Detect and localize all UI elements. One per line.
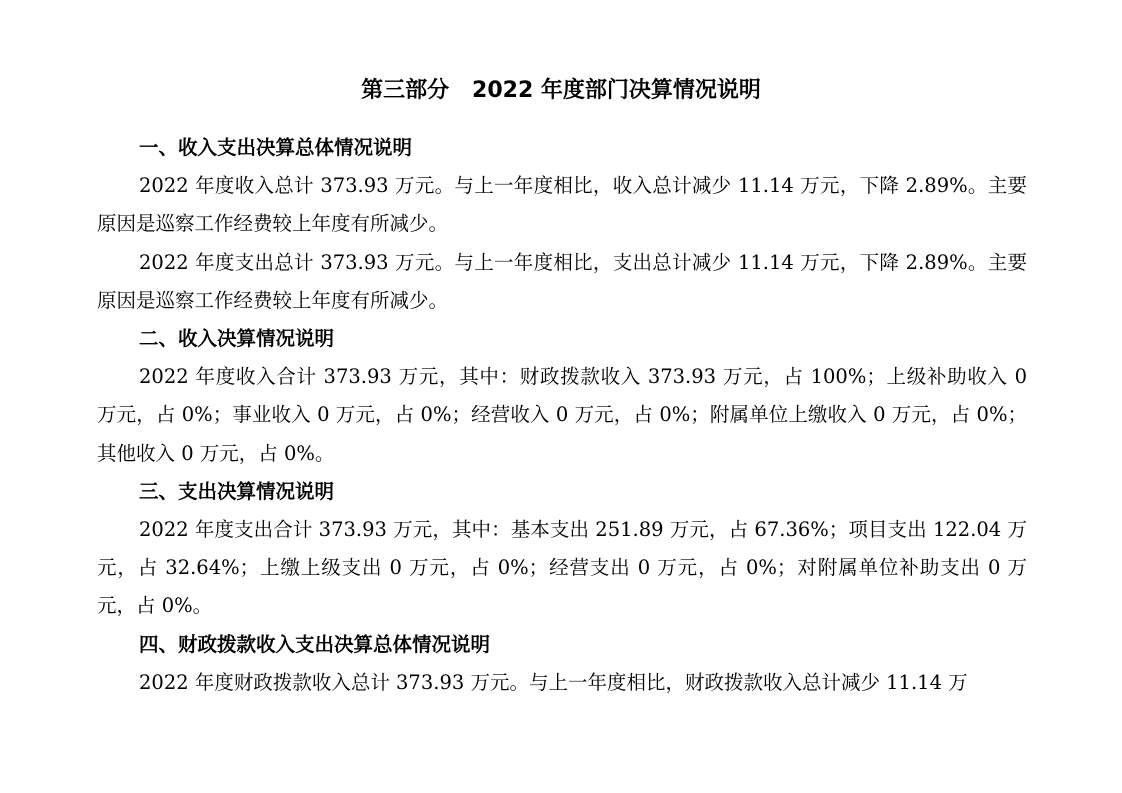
paragraph-income-breakdown: 2022 年度收入合计 373.93 万元，其中：财政拨款收入 373.93 万元，占 100%；上级补助收入 0 万元，占 0%；事业收入 0 万元，占 0%；经营收入 0 万元，占 0%；附属单位上缴收入 0 万元，占 0%；其他收入 0 万元，占 0%。 [97,365,1027,465]
paragraph-total-expenditure: 2022 年度支出总计 373.93 万元。与上一年度相比，支出总计减少 11.14 万元，下降 2.89%。主要原因是巡察工作经费较上年度有所减少。 [97,250,1027,312]
section-heading-expenditure: 三、支出决算情况说明 [139,479,335,503]
document-body [97,129,1027,702]
paragraph-expenditure-breakdown: 2022 年度支出合计 373.93 万元，其中：基本支出 251.89 万元，占 67.36%；项目支出 122.04 万元，占 32.64%；上缴上级支出 0 万元，占 0%；经营支出 0 万元，占 0%；对附属单位补助支出 0 万元，占 0%。 [97,518,1027,618]
page-title: 第三部分 2022 年度部门决算情况说明 [361,78,761,103]
paragraph-fiscal-appropriation-income: 2022 年度财政拨款收入总计 373.93 万元。与上一年度相比，财政拨款收入总计减少 11.14 万 [139,670,968,694]
section-heading-income-expenditure-overview: 一、收入支出决算总体情况说明 [139,136,413,159]
section-heading-income: 二、收入决算情况说明 [139,327,335,351]
paragraph-total-income: 2022 年度收入总计 373.93 万元。与上一年度相比，收入总计减少 11.14 万元，下降 2.89%。主要原因是巡察工作经费较上年度有所减少。 [97,174,1027,236]
section-heading-fiscal-appropriation: 四、财政拨款收入支出决算总体情况说明 [139,632,491,656]
